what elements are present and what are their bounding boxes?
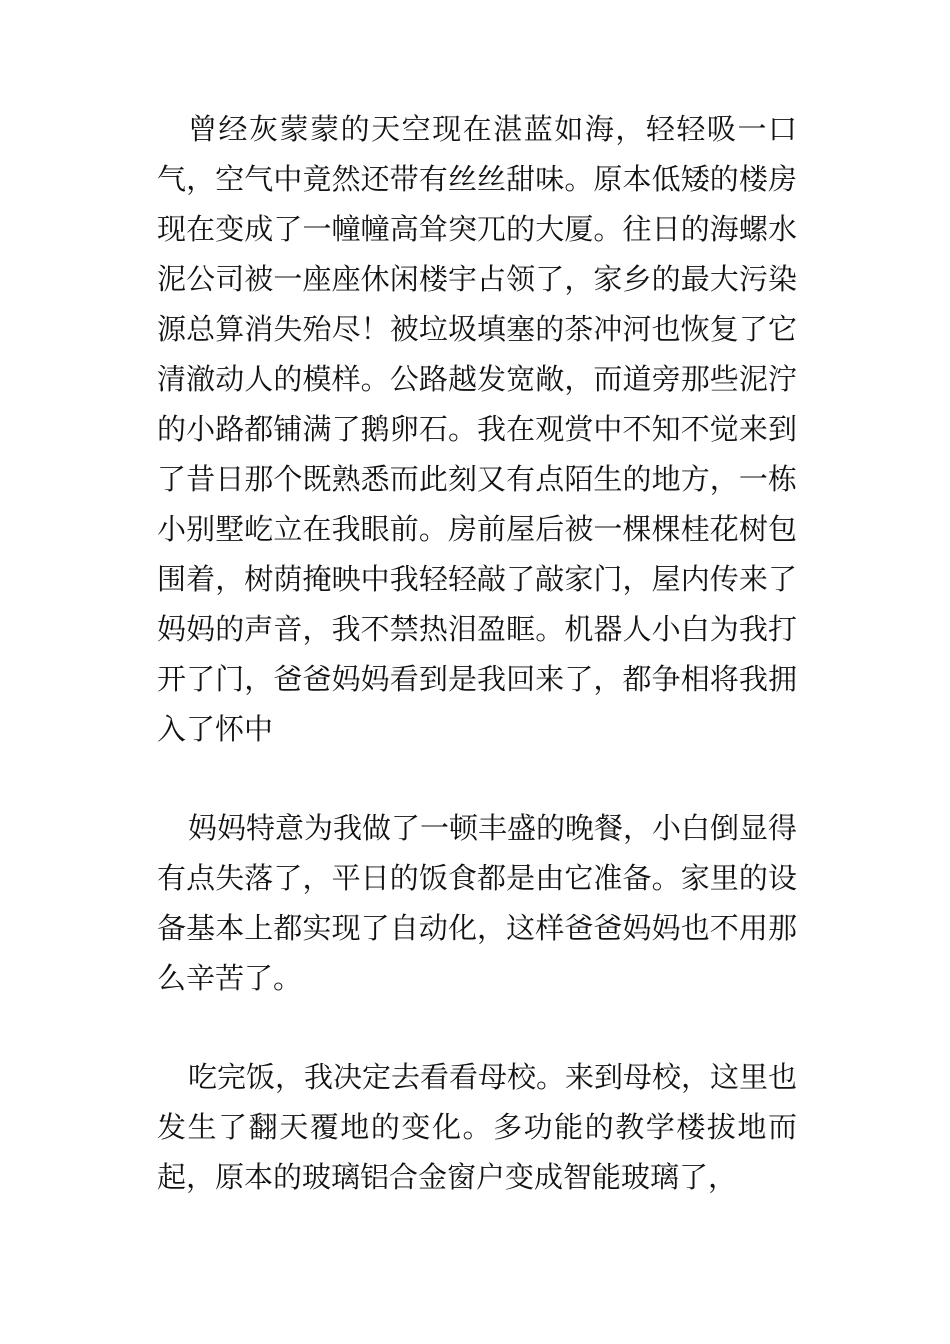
paragraph-3: 吃完饭，我决定去看看母校。来到母校，这里也发生了翻天覆地的变化。多功能的教学楼拔地而起，原本的玻璃铝合金窗户变成智能玻璃了， — [157, 1060, 798, 1194]
paragraph-2: 妈妈特意为我做了一顿丰盛的晚餐，小白倒显得有点失落了，平日的饭食都是由它准备。家里的设备基本上都实现了自动化，这样爸爸妈妈也不用那么辛苦了。 — [157, 811, 798, 995]
paragraph-1: 曾经灰蒙蒙的天空现在湛蓝如海，轻轻吸一口气，空气中竟然还带有丝丝甜味。原本低矮的楼房现在变成了一幢幢高耸突兀的大厦。往日的海螺水泥公司被一座座休闲楼宇占领了，家乡的最大污染源总算消失殆尽！被垃圾填塞的茶冲河也恢复了它清澈动人的模样。公路越发宽敞，而道旁那些泥泞的小路都铺满了鹅卵石。我在观赏中不知不觉来到了昔日那个既熟悉而此刻又有点陌生的地方，一栋小别墅屹立在我眼前。房前屋后被一棵棵桂花树包围着，树荫掩映中我轻轻敲了敲家门，屋内传来了妈妈的声音，我不禁热泪盈眶。机器人小白为我打开了门，爸爸妈妈看到是我回来了，都争相将我拥入了怀中 — [157, 112, 797, 746]
